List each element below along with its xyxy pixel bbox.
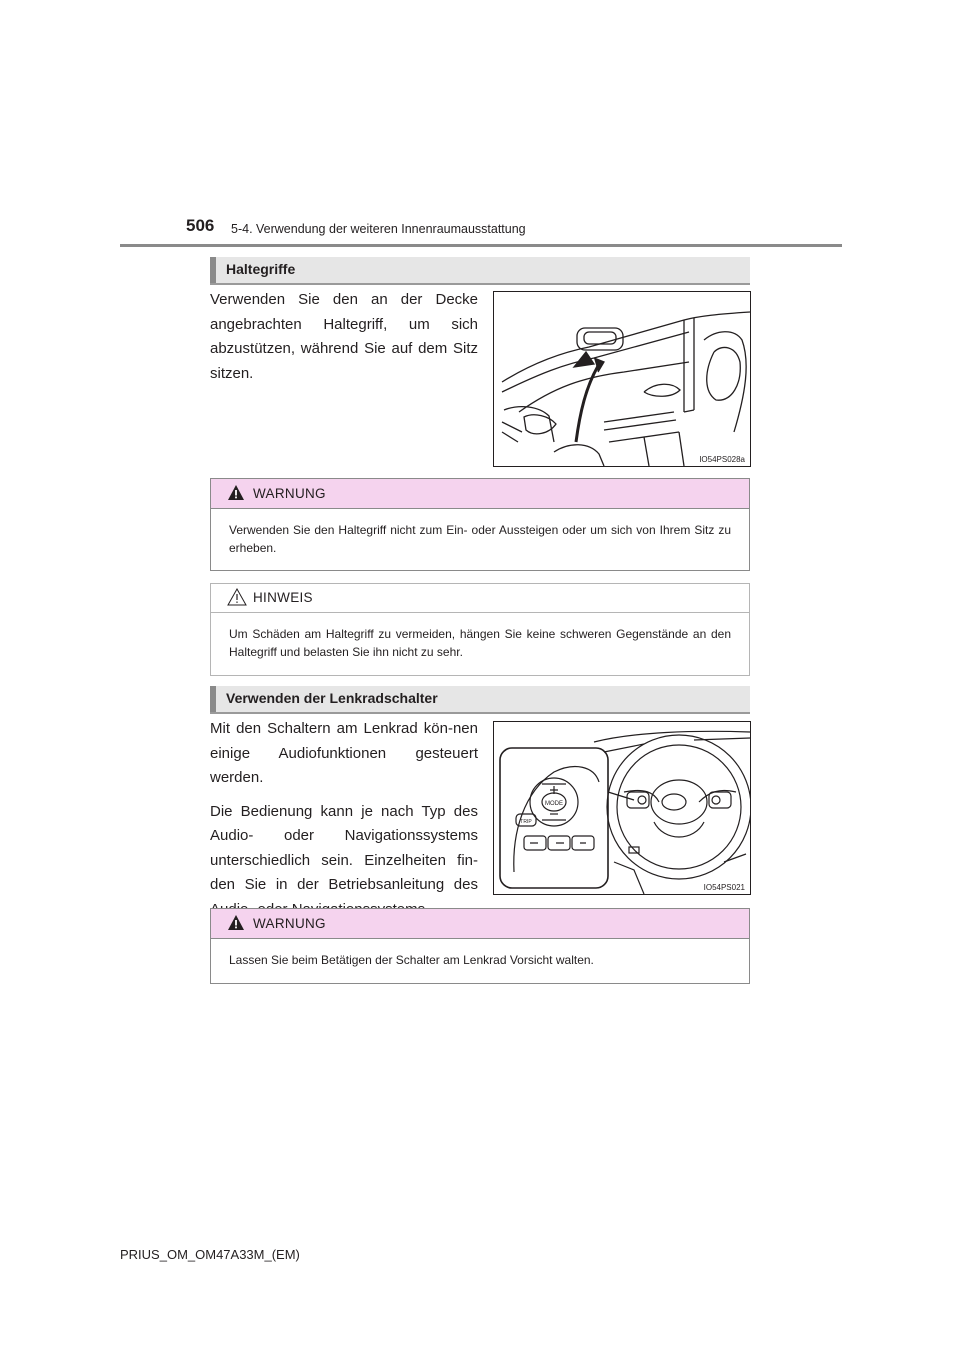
notice-header bbox=[211, 584, 749, 613]
section1-body bbox=[210, 288, 478, 395]
caution-triangle-icon bbox=[227, 588, 247, 606]
header-rule bbox=[120, 244, 842, 247]
warning-title: WARNUNG bbox=[253, 916, 326, 931]
grab-handle-drawing bbox=[494, 292, 750, 466]
trip-label: TRIP bbox=[520, 819, 532, 825]
section-title: Verwenden der Lenkradschalter bbox=[226, 690, 438, 706]
page-number: 506 bbox=[186, 216, 215, 235]
section-heading-haltegriffe bbox=[210, 257, 750, 283]
warning-box-lenkrad bbox=[210, 908, 750, 984]
document-id: PRIUS_OM_OM47A33M_(EM) bbox=[120, 1247, 300, 1262]
figure-code: IO54PS021 bbox=[703, 883, 745, 892]
notice-title: HINWEIS bbox=[253, 590, 313, 605]
mode-label: MODE bbox=[545, 801, 563, 807]
section1-paragraph: Verwenden Sie den an der Decke angebrachten Haltegriff, um sich abzustützen, während Sie auf dem Sitz sitzen. bbox=[210, 291, 478, 382]
grab-handle-illustration bbox=[493, 291, 751, 467]
chapter-title: 5-4. Verwendung der weiteren Innenraumausstattung bbox=[231, 222, 526, 236]
section2-body bbox=[210, 717, 478, 931]
section2-paragraph-1: Mit den Schaltern am Lenkrad kön-nen einige Audiofunktionen gesteuert werden. bbox=[210, 720, 478, 786]
figure-code: IO54PS028a bbox=[699, 455, 745, 464]
notice-text: Um Schäden am Haltegriff zu vermeiden, hängen Sie keine schweren Gegenstände an den Haltegriff und belasten Sie ihn nicht zu sehr. bbox=[229, 627, 731, 659]
warning-triangle-icon bbox=[227, 484, 245, 501]
warning-header bbox=[211, 909, 749, 939]
section-title: Haltegriffe bbox=[226, 261, 296, 277]
warning-triangle-icon bbox=[227, 914, 245, 931]
section2-paragraph-2: Die Bedienung kann je nach Typ des Audio- oder Navigationssystems unterschiedlich sein. Einzelheiten fin-den Sie in der Betriebsanleitung des bbox=[210, 802, 478, 893]
warning-header bbox=[211, 479, 749, 509]
warning-text: Verwenden Sie den Haltegriff nicht zum Ein- oder Aussteigen oder um sich von Ihrem Sitz zu erheben. bbox=[229, 523, 731, 555]
warning-box-haltegriff bbox=[210, 478, 750, 571]
steering-wheel-drawing bbox=[494, 722, 750, 894]
warning-text: Lassen Sie beim Betätigen der Schalter am Lenkrad Vorsicht walten. bbox=[229, 953, 594, 967]
steering-switch-illustration bbox=[493, 721, 751, 895]
notice-box bbox=[210, 583, 750, 676]
warning-title: WARNUNG bbox=[253, 486, 326, 501]
section-heading-lenkradschalter bbox=[210, 686, 750, 712]
